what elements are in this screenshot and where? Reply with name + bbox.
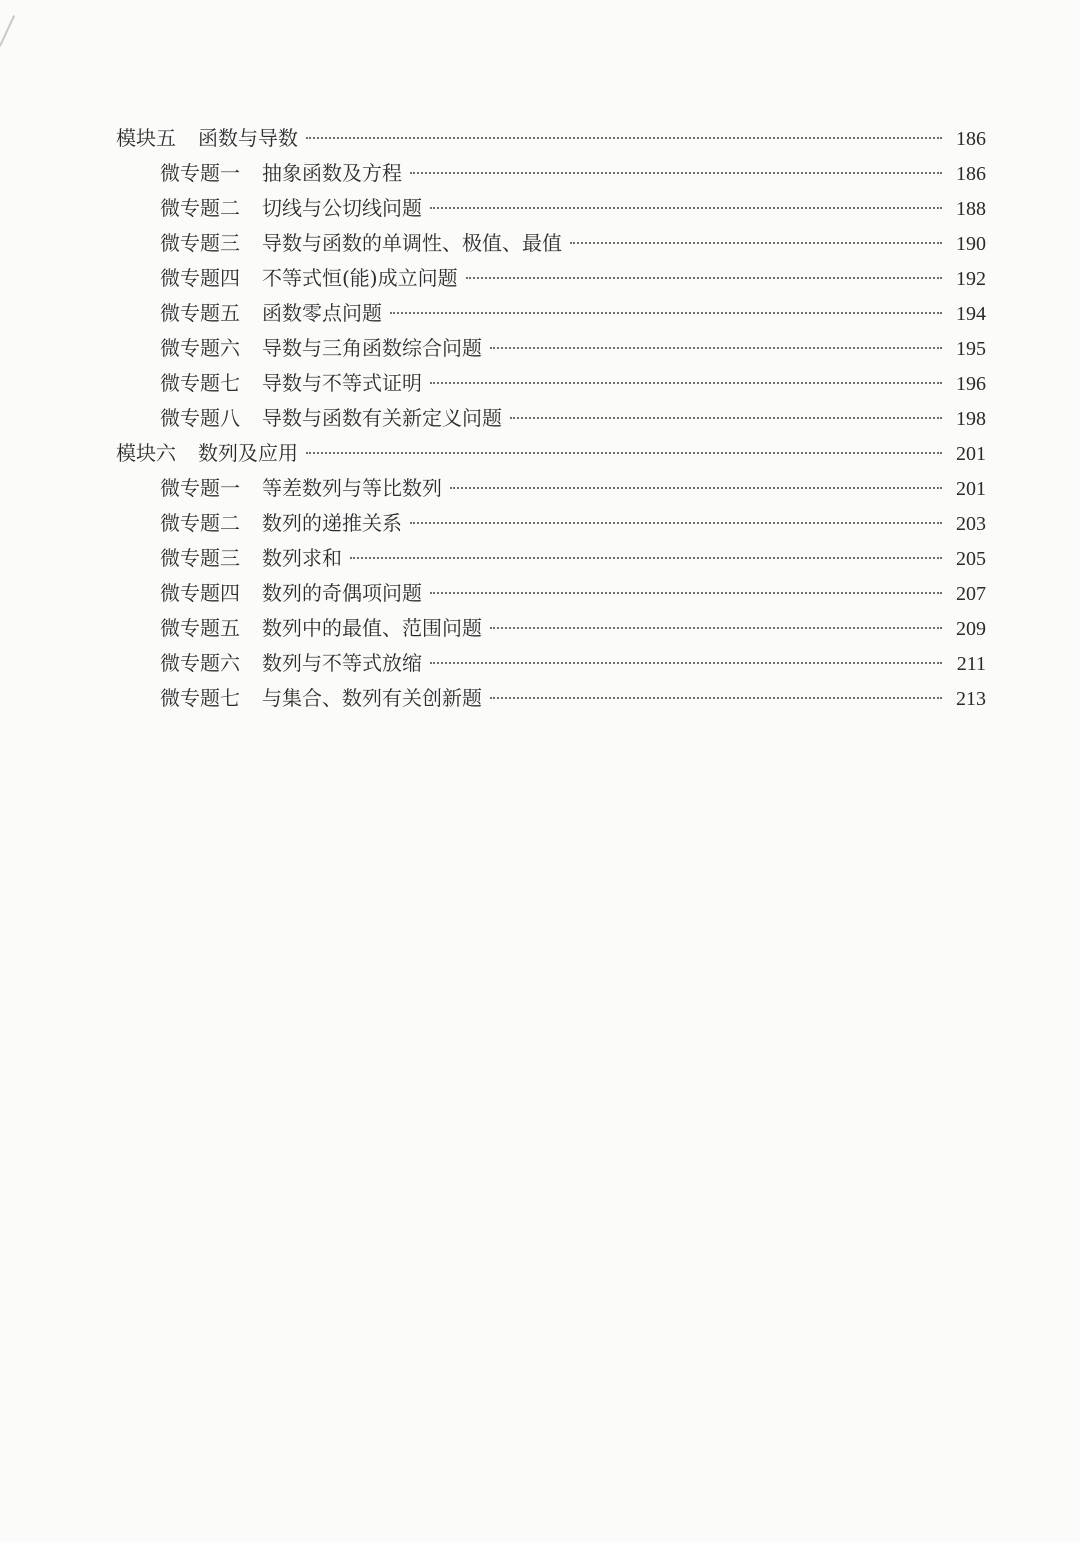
page-edge-mark [0, 15, 15, 47]
toc-page-number: 186 [956, 128, 986, 150]
dot-leader [410, 522, 942, 524]
dot-leader [490, 627, 942, 629]
toc-title: 数列与不等式放缩 [262, 651, 422, 675]
toc-title: 不等式恒(能)成立问题 [262, 266, 458, 290]
toc-title: 导数与不等式证明 [262, 371, 422, 395]
toc-topic-row[interactable] [116, 366, 986, 401]
toc-page-number: 190 [956, 233, 986, 255]
toc-topic-row[interactable] [116, 191, 986, 226]
toc-label: 微专题四 [160, 266, 240, 290]
toc-label: 微专题五 [160, 301, 240, 325]
toc-title: 等差数列与等比数列 [262, 476, 442, 500]
dot-leader [306, 137, 942, 139]
toc-topic-row[interactable] [116, 611, 986, 646]
toc-page-number: 211 [956, 653, 986, 675]
toc-module-row[interactable] [116, 121, 986, 156]
toc-title: 数列及应用 [198, 441, 298, 465]
toc-page-number: 213 [956, 688, 986, 710]
toc-module-row[interactable] [116, 436, 986, 471]
dot-leader [430, 592, 942, 594]
toc-page-number: 186 [956, 163, 986, 185]
dot-leader [430, 662, 942, 664]
toc-title: 数列的递推关系 [262, 511, 402, 535]
toc-label: 微专题五 [160, 616, 240, 640]
toc-page-number: 205 [956, 548, 986, 570]
dot-leader [430, 382, 942, 384]
dot-leader [410, 172, 942, 174]
dot-leader [490, 347, 942, 349]
dot-leader [390, 312, 942, 314]
toc-label: 微专题三 [160, 231, 240, 255]
toc-label: 微专题六 [160, 336, 240, 360]
toc-title: 函数与导数 [198, 126, 298, 150]
dot-leader [350, 557, 942, 559]
table-of-contents [116, 121, 986, 716]
toc-label: 微专题七 [160, 686, 240, 710]
toc-title: 数列的奇偶项问题 [262, 581, 422, 605]
toc-page-number: 188 [956, 198, 986, 220]
toc-label: 微专题一 [160, 476, 240, 500]
toc-page-number: 198 [956, 408, 986, 430]
toc-topic-row[interactable] [116, 331, 986, 366]
toc-title: 导数与函数有关新定义问题 [262, 406, 502, 430]
toc-title: 切线与公切线问题 [262, 196, 422, 220]
toc-title: 导数与函数的单调性、极值、最值 [262, 231, 562, 255]
toc-page-number: 194 [956, 303, 986, 325]
dot-leader [510, 417, 942, 419]
toc-topic-row[interactable] [116, 646, 986, 681]
toc-title: 函数零点问题 [262, 301, 382, 325]
toc-page-number: 195 [956, 338, 986, 360]
toc-topic-row[interactable] [116, 506, 986, 541]
dot-leader [450, 487, 942, 489]
dot-leader [306, 452, 942, 454]
toc-page-number: 192 [956, 268, 986, 290]
toc-label: 微专题二 [160, 511, 240, 535]
toc-title: 数列求和 [262, 546, 342, 570]
toc-page-number: 209 [956, 618, 986, 640]
toc-title: 数列中的最值、范围问题 [262, 616, 482, 640]
dot-leader [430, 207, 942, 209]
toc-page-number: 203 [956, 513, 986, 535]
toc-title: 导数与三角函数综合问题 [262, 336, 482, 360]
toc-label: 模块五 [116, 126, 176, 150]
toc-label: 微专题三 [160, 546, 240, 570]
toc-page-number: 207 [956, 583, 986, 605]
toc-page-number: 201 [956, 478, 986, 500]
toc-title: 与集合、数列有关创新题 [262, 686, 482, 710]
toc-label: 微专题七 [160, 371, 240, 395]
dot-leader [466, 277, 942, 279]
dot-leader [490, 697, 942, 699]
toc-page-number: 201 [956, 443, 986, 465]
toc-topic-row[interactable] [116, 471, 986, 506]
toc-topic-row[interactable] [116, 296, 986, 331]
toc-label: 模块六 [116, 441, 176, 465]
toc-label: 微专题八 [160, 406, 240, 430]
dot-leader [570, 242, 942, 244]
toc-title: 抽象函数及方程 [262, 161, 402, 185]
toc-label: 微专题一 [160, 161, 240, 185]
toc-topic-row[interactable] [116, 261, 986, 296]
toc-label: 微专题二 [160, 196, 240, 220]
toc-topic-row[interactable] [116, 401, 986, 436]
toc-page-number: 196 [956, 373, 986, 395]
toc-label: 微专题六 [160, 651, 240, 675]
toc-topic-row[interactable] [116, 541, 986, 576]
toc-topic-row[interactable] [116, 226, 986, 261]
toc-label: 微专题四 [160, 581, 240, 605]
toc-topic-row[interactable] [116, 156, 986, 191]
toc-topic-row[interactable] [116, 576, 986, 611]
toc-topic-row[interactable] [116, 681, 986, 716]
